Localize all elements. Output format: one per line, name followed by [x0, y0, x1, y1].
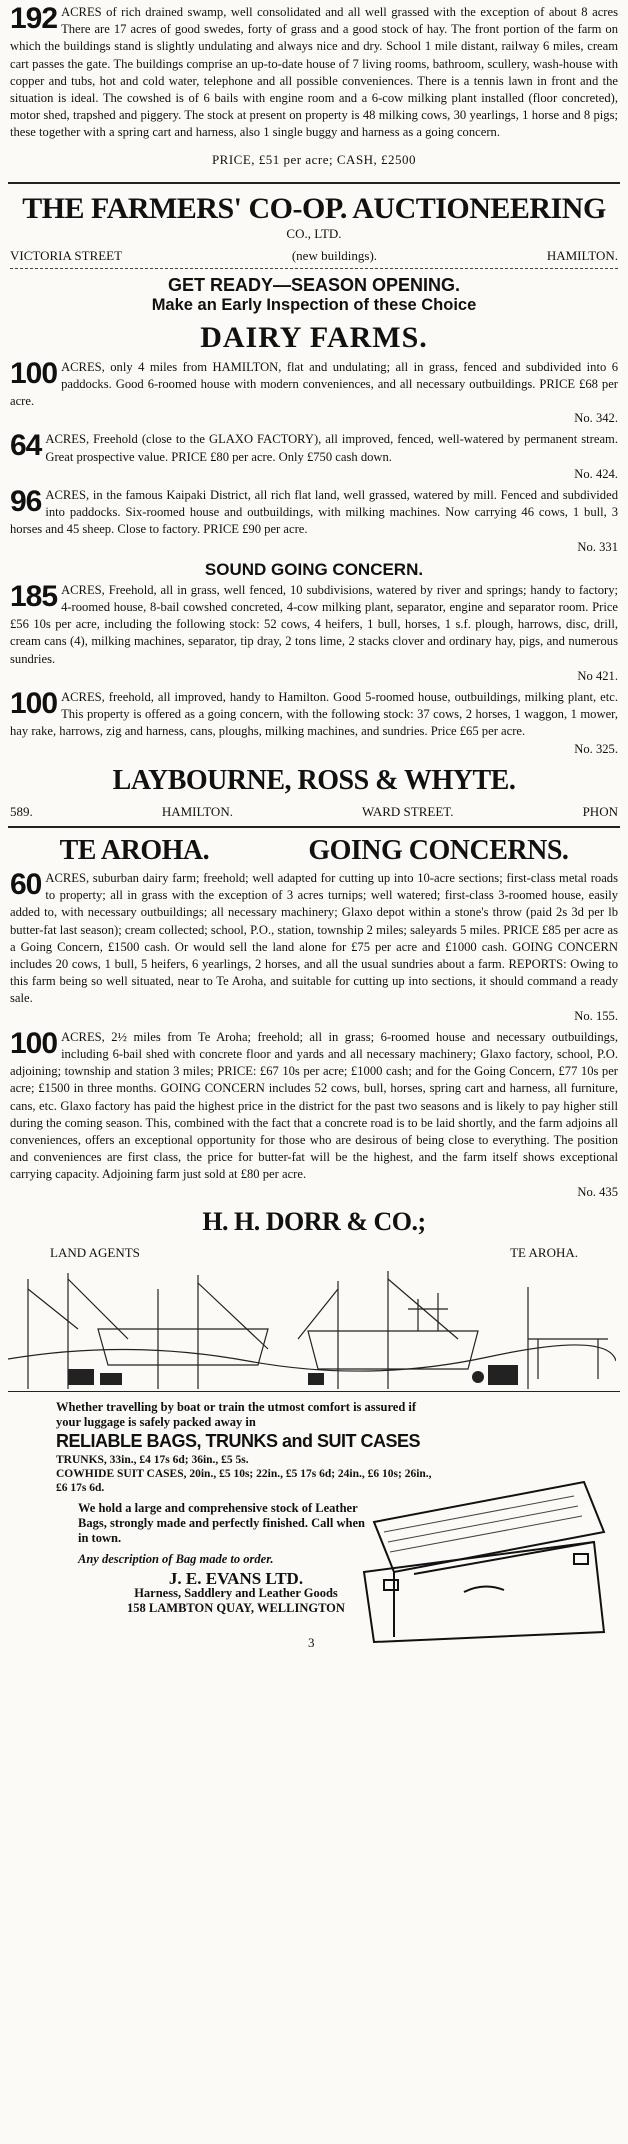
listing-item	[10, 870, 618, 1025]
ad-trade: Harness, Saddlery and Leather Goods	[134, 1585, 338, 1600]
season-heading: GET READY—SEASON OPENING.	[167, 274, 461, 295]
listing-body	[10, 4, 618, 142]
address-buildings: (new buildings).	[291, 247, 378, 263]
laybourne-address	[10, 804, 618, 820]
ad-intro: Whether travelling by boat or train the utmost comfort is assured if your luggage is safely packed away in	[56, 1399, 417, 1429]
divider	[10, 268, 618, 269]
ad-headline: RELIABLE BAGS, TRUNKS and SUIT CASES	[56, 1430, 421, 1451]
listing-number: No. 435	[577, 1184, 618, 1199]
listing-item	[10, 359, 618, 428]
sound-concern-heading: SOUND GOING CONCERN.	[204, 559, 424, 579]
dairy-farms-heading: DAIRY FARMS.	[200, 320, 428, 354]
farmers-coop-section	[8, 192, 620, 758]
listing-number: No. 331	[577, 539, 618, 554]
listing-text: ACRES, 2½ miles from Te Aroha; freehold; all in grass; 6-roomed house and necessary outbuildings, including 6-bail shed with concrete floor and yards and all necessary machinery; Glaxo factory, school, P.O. adjoining; township and station 3 miles; PRICE: £67 10s per acre; £1000 cash; and for the Going Concern, £77 10s per acre; £1500 in three months. GOING CONCERN includes 52 cows, bull, horses, spring cart and harness, all furniture, cans, etc. Glaxo factory has paid the highest price in the district for the past two seasons and is likely to pay higher still during the coming season. This, combined with the fact that a concrete road is to be laid shortly, and the farm adjoins all conveniences, offers an exceptional opportunity for those who are desirous of being close to everything. The position and conveniences are first class, the price for butter-fat will be the highest, and the farm itself shows exceptional carrying capacity. Adjoining farm just sold at £80 per acre.	[10, 1029, 618, 1182]
te-aroha-heading	[10, 834, 618, 868]
page-column	[8, 0, 620, 1652]
divider	[8, 182, 620, 184]
listing-text: ACRES, freehold, all improved, handy to Hamilton. Good 5-roomed house, outbuildings, milking plant, etc. This property is offered as a going concern, with the following stock: 37 cows, 2 horses, 1 waggon, 1 mower, hay rake, harrows, zig and harness, cans, ploughs, milking machines, and sundries. Price £65 per acre.	[10, 690, 618, 739]
ad-stock-text: We hold a large and comprehensive stock of Leather Bags, strongly made and perfectly finished. Call when in town.	[78, 1500, 365, 1545]
suitcase-drawing	[354, 1462, 614, 1648]
swamp-farm-listing	[8, 0, 620, 168]
listing-item	[10, 582, 618, 685]
dorr-role: LAND AGENTS	[50, 1244, 140, 1260]
listing-acres: 192	[10, 2, 58, 35]
evans-advertisement	[8, 1392, 620, 1652]
ad-firm-name: J. E. EVANS LTD.	[168, 1568, 304, 1588]
listing-number: No. 155.	[574, 1008, 618, 1023]
dorr-town: TE AROHA.	[510, 1244, 578, 1260]
listing-text: ACRES, Freehold (close to the GLAXO FACTORY), all improved, fenced, well-watered by permanent stream. Great prospective value. PRICE £80 per acre. Only £750 cash down.	[45, 432, 618, 464]
going-concerns-heading: GOING CONCERNS.	[308, 834, 569, 866]
listing-text: ACRES, only 4 miles from HAMILTON, flat and undulating; all in grass, fenced and subdivided into 6 paddocks. Good 6-roomed house with modern conveniences, and all necessary outbuildings. PRICE £68 per acre.	[10, 359, 618, 409]
dorr-address	[10, 1245, 618, 1261]
listing-acres: 185	[10, 581, 58, 613]
listing-acres: 60	[10, 869, 42, 901]
phone-number: 589.	[10, 803, 33, 819]
laybourne-section	[8, 764, 620, 820]
listing-text: ACRES of rich drained swamp, well consolidated and all well grassed with the exception of about 8 acres There are 17 acres of good swedes, forty of grass and a good stock of hay. The front portion of the farm on which the buildings stand is slightly undulating and always nice and dry. School 1 mile distant, railway 6 miles, cream cart passes the gate. The buildings comprise an up-to-date house of 7 living rooms, bathroom, scullery, wash-house with copper and tubs, hot and cold water, telephone and all possible conveniences. There is a tennis lawn in front and the situation is ideal. The cowshed is of 6 bails with engine room and a 6-cow milking plant installed (floor concreted), motor shed, trapshed and piggery. The stock at present on property is 48 milking cows, 30 yearlings, 1 horse and 8 pigs; these together with a spring cart and harness, also 1 single buggy and harness as a going concern.	[10, 5, 618, 140]
listing-acres: 100	[10, 689, 58, 721]
te-aroha-section	[8, 834, 620, 1261]
te-aroha-town: TE AROHA.	[59, 834, 210, 866]
address-street: VICTORIA STREET	[10, 247, 123, 263]
harbour-illustration	[8, 1269, 620, 1392]
listing-acres: 96	[10, 487, 42, 519]
divider	[8, 826, 620, 828]
ship-wharf-drawing	[8, 1269, 616, 1391]
listing-number: No. 424.	[574, 466, 618, 481]
farmers-coop-subtitle: CO., LTD.	[286, 225, 342, 241]
phone-label: PHON	[582, 803, 618, 819]
listing-price: PRICE, £51 per acre; CASH, £2500	[211, 151, 417, 167]
farmers-coop-address	[10, 248, 618, 264]
laybourne-city: HAMILTON.	[161, 803, 233, 819]
listing-item	[10, 431, 618, 483]
listing-acres: 100	[10, 1028, 58, 1060]
farmers-coop-title: THE FARMERS' CO-OP. AUCTIONEERING	[22, 191, 606, 225]
listing-text: ACRES, Freehold, all in grass, well fenced, 10 subdivisions, watered by river and springs; handy to factory; 4-roomed house, 8-bail cowshed concreted, 4-cow milking plant, separator, engine and separator room. Price £56 10s per acre, including the following stock: 52 cows, 4 heifers, 1 bull, horses, 1 s.f. plough, harrows, disc, drill, cream cans (4), milking machines, separator, tip dray, 2 tons lime, 2 stacks clover and ordinary hay, pigs, and numerous sundries.	[10, 582, 618, 666]
dorr-title: H. H. DORR & CO.;	[202, 1206, 426, 1236]
ad-trunk-prices: TRUNKS, 33in., £4 17s 6d; 36in., £5 5s.	[56, 1453, 249, 1466]
laybourne-title: LAYBOURNE, ROSS & WHYTE.	[112, 764, 516, 796]
inspection-heading: Make an Early Inspection of these Choice	[151, 295, 477, 314]
listing-item	[10, 1029, 618, 1201]
page-number: 3	[308, 1634, 315, 1650]
listing-item	[10, 487, 618, 556]
listing-number: No 421.	[577, 668, 618, 683]
ad-order-text: Any description of Bag made to order.	[78, 1551, 274, 1566]
listing-text: ACRES, suburban dairy farm; freehold; well adapted for cutting up into 10-acre sections; first-class metal roads to property; all in grass with the exception of 3 acres turnips; well watered; first-class 3-roomed house, easily added to, with necessary outbuildings; all necessary machinery; Glaxo depot within a stone's throw (paid 2s 3d per lb butter-fat last season); cream collected; school, P.O., station, township 2 miles; saleyards 5 miles. PRICE £85 per acre as a Going Concern, £1500 cash. Or would sell the land alone for £75 per acre and £1000 cash. GOING CONCERN includes 20 cows, 1 bull, 5 heifers, 6 yearlings, 2 horses, and all the usual sundries about a farm. REPORTS: Owing to this farm being so well situated, near to Te Aroha, and suitable for cutting up into sections, it should command a ready sale.	[10, 870, 618, 1006]
ad-address: 158 LAMBTON QUAY, WELLINGTON	[127, 1600, 345, 1615]
address-town: HAMILTON.	[546, 247, 618, 263]
listing-item	[10, 689, 618, 758]
laybourne-street: WARD STREET.	[362, 803, 454, 819]
listing-acres: 64	[10, 431, 42, 463]
ad-suitcase-prices: COWHIDE SUIT CASES, 20in., £5 10s; 22in., £5 17s 6d; 24in., £6 10s; 26in., £6 17s 6d.	[56, 1467, 432, 1494]
listing-number: No. 342.	[574, 411, 618, 426]
listing-text: ACRES, in the famous Kaipaki District, all rich flat land, well grassed, watered by mill. Fenced and subdivided into paddocks. Six-roomed house and outbuildings, with milking machines. Now carrying 46 cows, 1 bull, 3 horses and 45 sheep. Close to factory. PRICE £90 per acre.	[10, 488, 618, 537]
listing-number: No. 325.	[574, 741, 618, 756]
listing-acres: 100	[10, 358, 58, 390]
